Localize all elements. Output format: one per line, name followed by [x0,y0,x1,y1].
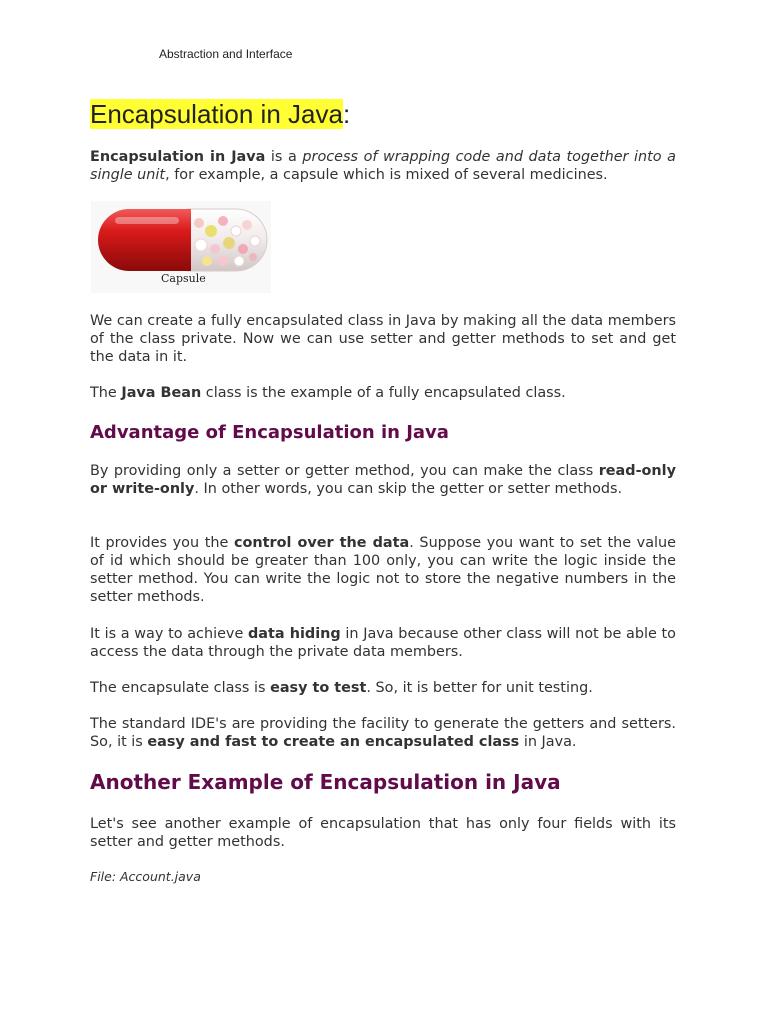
paragraph-java-bean [90,384,676,402]
text-span: By providing only a setter or getter method, you can make the class [90,463,599,479]
bold-java-bean: Java Bean [121,385,202,401]
bold-control-over-data: control over the data [233,535,410,551]
text-span: . So, it is better for unit testing. [366,680,593,696]
text-span: The standard IDE's are providing the facility to generate the getters and setters. So, it is [90,716,676,750]
file-label: File: Account.java [90,869,201,884]
paragraph-advantage-1 [90,462,676,498]
bold-data-hiding: data hiding [248,626,341,642]
text-span: The encapsulate class is [90,680,271,696]
bold-read-only: read-only or write-only [90,463,676,497]
capsule-caption: Capsule [161,272,206,285]
intro-text: is a [265,149,303,165]
paragraph-another-example: Let's see another example of encapsulation that has only four fields with its setter and getter methods. [90,816,676,850]
intro-italic: process of wrapping code and data together into a single unit [90,149,676,183]
intro-bold: Encapsulation in Java [90,149,266,165]
text-span: . In other words, you can skip the getter or setter methods. [194,481,623,497]
page-header: Abstraction and Interface [159,47,293,61]
text-span: class is the example of a fully encapsulated class. [201,385,566,401]
heading-another-example: Another Example of Encapsulation in Java [90,770,561,794]
bold-easy-to-test: easy to test [270,680,367,696]
text-span: in Java. [519,734,577,750]
paragraph-advantage-3 [90,625,676,661]
paragraph-advantage-5 [90,715,676,751]
paragraph-advantage-2 [90,534,676,606]
page-title [90,98,350,130]
heading-advantage: Advantage of Encapsulation in Java [90,422,449,443]
paragraph-advantage-4 [90,679,676,697]
text-span: in Java because other class will not be able to access the data through the private data members. [90,626,676,660]
intro-text-rest: , for example, a capsule which is mixed of several medicines. [165,167,608,183]
text-span: It provides you the [90,535,234,551]
intro-paragraph [90,148,676,184]
paragraph-fully-encapsulated: We can create a fully encapsulated class in Java by making all the data members of the class private. Now we can use setter and getter methods to set and get the data in it. [90,313,676,365]
title-highlight: Encapsulation in Java [90,99,343,129]
bold-easy-and-fast: easy and fast to create an encapsulated class [147,734,520,750]
capsule-figure [91,201,271,293]
title-colon: : [342,99,351,129]
text-span: The [90,385,122,401]
text-span: . Suppose you want to set the value of id which should be greater than 100 only, you can write the logic inside the setter method. You can write the logic not to store the negative numbers in the setter methods. [90,535,676,605]
text-span: It is a way to achieve [90,626,248,642]
